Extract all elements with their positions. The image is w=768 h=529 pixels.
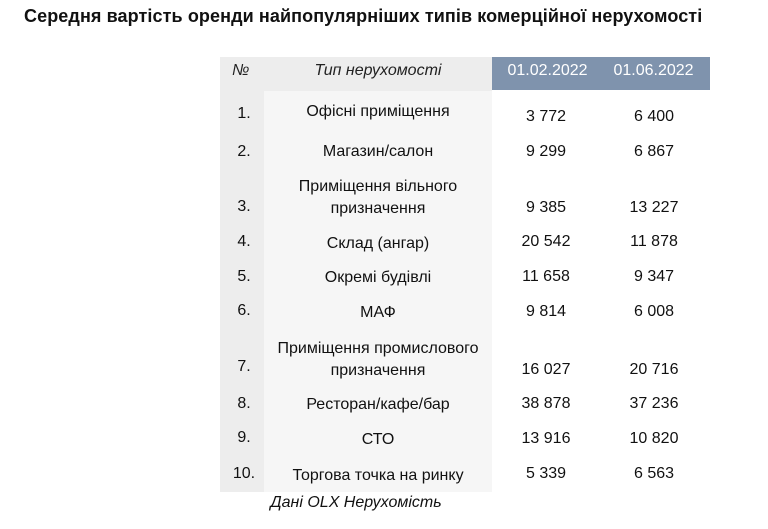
row-value-date-1: 13 916 <box>521 430 571 447</box>
row-value-date-1: 20 542 <box>521 233 571 250</box>
row-value-date-1: 38 878 <box>521 395 571 412</box>
header-type: Тип нерухомості <box>314 62 442 79</box>
row-type-label: Приміщення вільного призначення <box>298 178 458 217</box>
row-type-label: СТО <box>361 431 395 448</box>
row-value-date-2: 37 236 <box>629 395 679 412</box>
row-value-date-2: 13 227 <box>629 199 679 216</box>
header-date-2: 01.06.2022 <box>613 62 694 79</box>
row-type-label: Окремі будівлі <box>324 269 432 286</box>
row-number: 8. <box>237 395 251 412</box>
row-value-date-1: 3 772 <box>525 108 567 125</box>
header-date-1: 01.02.2022 <box>507 62 588 79</box>
header-number: № <box>232 62 250 79</box>
row-value-date-1: 9 385 <box>525 199 567 216</box>
row-number: 3. <box>237 198 251 215</box>
row-number: 10. <box>232 465 256 482</box>
row-value-date-1: 9 299 <box>525 143 567 160</box>
row-value-date-1: 16 027 <box>521 361 571 378</box>
row-value-date-2: 6 563 <box>633 465 675 482</box>
row-type-label: Склад (ангар) <box>326 235 430 252</box>
chart-title: Середня вартість оренди найпопулярніших типів комерційної нерухомості <box>24 6 703 26</box>
row-value-date-2: 6 008 <box>633 303 675 320</box>
row-type-label: Офісні приміщення <box>306 103 450 120</box>
row-number: 6. <box>237 302 251 319</box>
row-number: 4. <box>237 233 251 250</box>
row-type-label: Ресторан/кафе/бар <box>306 396 450 413</box>
row-number: 7. <box>237 358 251 375</box>
row-number: 2. <box>237 143 251 160</box>
row-value-date-1: 9 814 <box>525 303 567 320</box>
row-value-date-2: 9 347 <box>633 268 675 285</box>
row-value-date-2: 6 867 <box>633 143 675 160</box>
row-value-date-2: 10 820 <box>629 430 679 447</box>
row-type-label: Приміщення промислового призначення <box>277 340 479 379</box>
row-value-date-1: 5 339 <box>525 465 567 482</box>
row-type-label: Магазин/салон <box>322 143 434 160</box>
row-value-date-2: 20 716 <box>629 361 679 378</box>
row-value-date-1: 11 658 <box>522 268 570 285</box>
row-value-date-2: 6 400 <box>633 108 675 125</box>
row-number: 9. <box>237 429 251 446</box>
row-number: 5. <box>237 268 251 285</box>
source-note: Дані OLX Нерухомість <box>270 494 442 511</box>
row-value-date-2: 11 878 <box>630 233 678 250</box>
row-type-label: МАФ <box>360 304 396 321</box>
row-number: 1. <box>237 105 251 122</box>
row-type-label: Торгова точка на ринку <box>292 467 464 484</box>
